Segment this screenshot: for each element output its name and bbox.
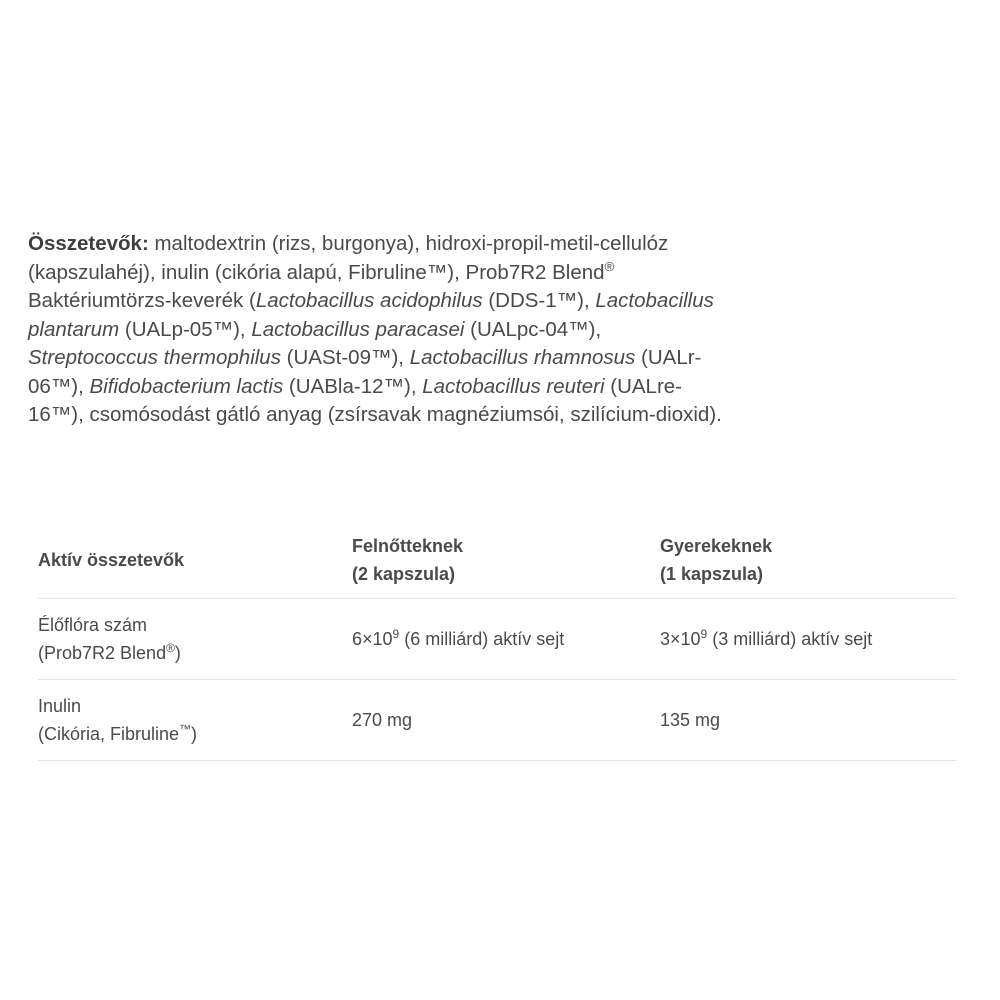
header-active-ingredients (38, 530, 352, 599)
table-row (38, 599, 956, 680)
ingredient-name: Inulin (38, 696, 82, 716)
value-base: 6×10 (352, 629, 393, 649)
row-child-value (660, 680, 956, 761)
ingredients-text: (UALre-16™), csomósodást gátló anyag (zsírsavak magnéziumsói, szilícium-dioxid). (28, 374, 722, 426)
value-exponent: 9 (700, 627, 708, 641)
header-sublabel: (2 kapszula) (352, 564, 456, 584)
value-exponent: 9 (392, 627, 400, 641)
registered-mark: ® (166, 641, 175, 655)
header-sublabel: (1 kapszula) (660, 564, 764, 584)
row-adult-value (352, 680, 660, 761)
value-text: 270 mg (352, 710, 413, 730)
ingredients-paragraph (28, 230, 728, 430)
row-ingredient-name (38, 680, 352, 761)
ingredients-label: Összetevők: (28, 232, 149, 255)
species-name: Lactobacillus reuteri (422, 374, 605, 398)
species-name: Lactobacillus plantarum (28, 289, 714, 341)
registered-mark: ® (604, 258, 615, 274)
ingredients-text: maltodextrin (rizs, burgonya), hidroxi-propil-metil-cellulóz (kapszulahéj), inulin (cikória alapú, Fibruline™), Prob7R2 Blend (28, 232, 669, 284)
ingredient-name: Élőflóra szám (38, 615, 148, 635)
ingredients-text: (UALp-05™), (119, 317, 252, 341)
header-label: Felnőtteknek (352, 536, 464, 556)
ingredient-detail: (Prob7R2 Blend (38, 643, 167, 663)
ingredients-text: Baktériumtörzs-keverék ( (28, 289, 256, 312)
species-name: Streptococcus thermophilus (28, 346, 281, 369)
row-child-value (660, 599, 956, 680)
value-text: 135 mg (660, 710, 721, 730)
header-label: Aktív összetevők (38, 550, 185, 570)
ingredient-detail-end: ) (174, 643, 181, 663)
species-name: Lactobacillus paracasei (251, 317, 465, 341)
value-rest: (3 milliárd) aktív sejt (707, 629, 873, 649)
species-name: Lactobacillus acidophilus (255, 289, 483, 312)
species-name: Bifidobacterium lactis (89, 374, 284, 398)
ingredients-text: (UABla-12™), (283, 374, 423, 398)
header-label: Gyerekeknek (660, 536, 773, 556)
ingredients-text: (UALpc-04™), (464, 317, 602, 341)
species-name: Lactobacillus rhamnosus (409, 346, 636, 369)
active-ingredients-table (38, 530, 956, 761)
value-base: 3×10 (660, 629, 701, 649)
row-adult-value (352, 599, 660, 680)
table-row (38, 680, 956, 761)
value-rest: (6 milliárd) aktív sejt (399, 629, 565, 649)
ingredients-text: (UASt-09™), (280, 346, 410, 369)
table-header-row (38, 530, 956, 599)
ingredients-text: (UALr-06™), (28, 346, 702, 398)
ingredient-detail: (Cikória, Fibruline (38, 724, 180, 744)
ingredients-text: (DDS-1™), (482, 289, 596, 312)
row-ingredient-name (38, 599, 352, 680)
header-children (660, 530, 956, 599)
trademark-mark: ™ (179, 722, 192, 736)
ingredient-detail-end: ) (191, 724, 198, 744)
header-adults (352, 530, 660, 599)
